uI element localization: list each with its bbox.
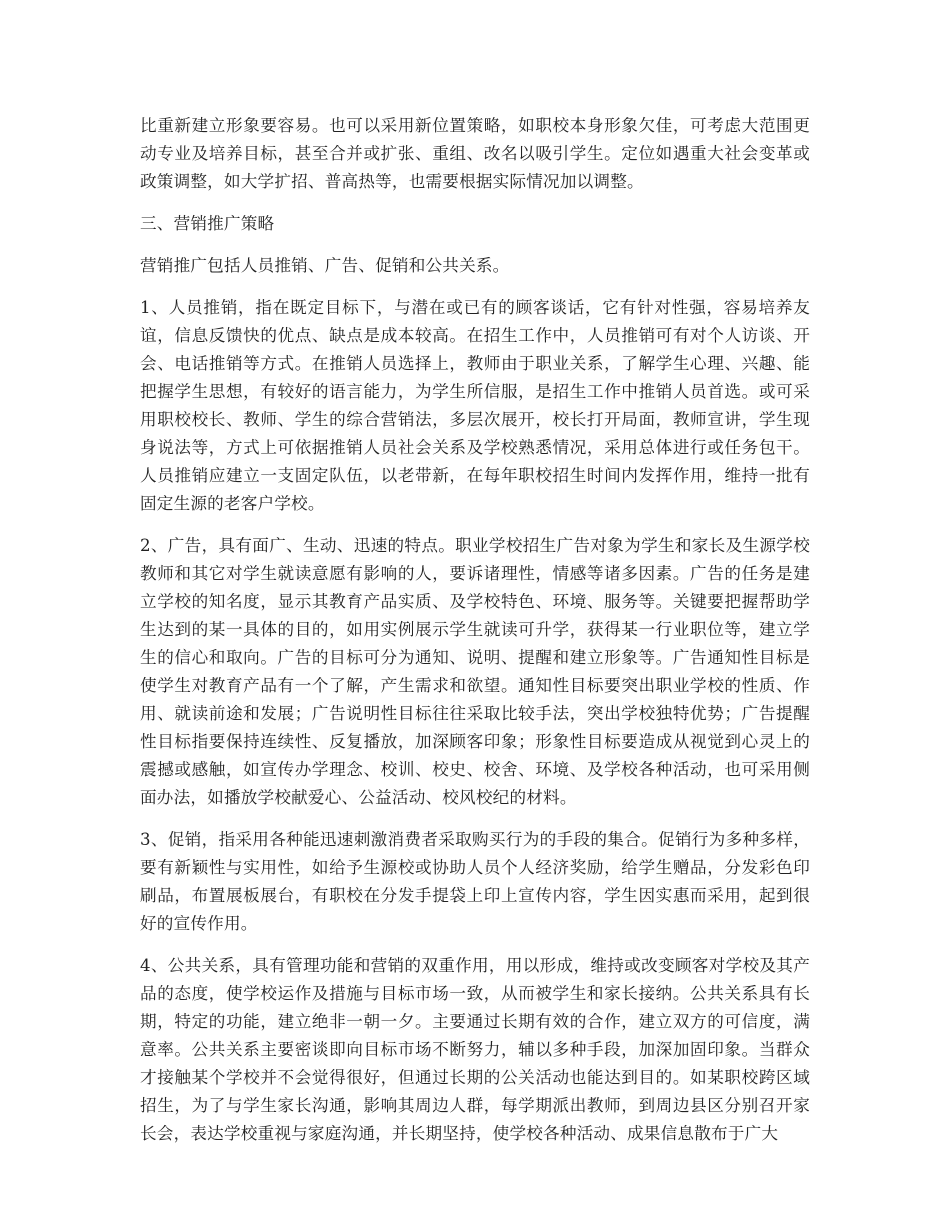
paragraph-public-relations: 4、公共关系，具有管理功能和营销的双重作用，用以形成，维持或改变顾客对学校及其产品的态度，使学校运作及措施与目标市场一致，从而被学生和家长接纳。公共关系具有长期，特定的功能，建立绝非一朝一夕。主要通过长期有效的合作，建立双方的可信度，满意率。公共关系主要密谈即向目标市场不断努力，辅以多种手段，加深加固印象。当群众才接触某个学校并不会觉得很好，但通过长期的公关活动也能达到目的。如某职校跨区域招生，为了与学生家长沟通，影响其周边人群，每学期派出教师，到周边县区分别召开家长会，表达学校重视与家庭沟通，并长期坚持，使学校各种活动、成果信息散布于广大 bbox=[140, 956, 810, 1143]
document-page bbox=[140, 112, 810, 1162]
section-heading-marketing-promotion: 三、营销推广策略 bbox=[140, 214, 275, 233]
paragraph-personal-selling: 1、人员推销，指在既定目标下，与潜在或已有的顾客谈话，它有针对性强，容易培养友谊，信息反馈快的优点、缺点是成本较高。在招生工作中，人员推销可有对个人访谈、开会、电话推销等方式。在推销人员选择上，教师由于职业关系，了解学生心理、兴趣、能把握学生思想，有较好的语言能力，为学生所信服，是招生工作中推销人员首选。或可采用职校校长、教师、学生的综合营销法，多层次展开，校长打开局面，教师宣讲，学生现身说法等，方式上可依据推销人员社会关系及学校熟悉情况，采用总体进行或任务包干。人员推销应建立一支固定队伍，以老带新，在每年职校招生时间内发挥作用，维持一批有固定生源的老客户学校。 bbox=[140, 298, 810, 513]
paragraph-continuation: 比重新建立形象要容易。也可以采用新位置策略，如职校本身形象欠佳，可考虑大范围更动专业及培养目标，甚至合并或扩张、重组、改名以吸引学生。定位如遇重大社会变革或政策调整，如大学扩招、普高热等，也需要根据实际情况加以调整。 bbox=[140, 116, 810, 191]
paragraph-advertising: 2、广告，具有面广、生动、迅速的特点。职业学校招生广告对象为学生和家长及生源学校教师和其它对学生就读意愿有影响的人，要诉诸理性，情感等诸多因素。广告的任务是建立学校的知名度，显示其教育产品实质、及学校特色、环境、服务等。关键要把握帮助学生达到的某一具体的目的，如用实例展示学生就读可升学，获得某一行业职位等，建立学生的信心和取向。广告的目标可分为通知、说明、提醒和建立形象等。广告通知性目标是使学生对教育产品有一个了解，产生需求和欲望。通知性目标要突出职业学校的性质、作用、就读前途和发展；广告说明性目标往往采取比较手法，突出学校独特优势；广告提醒性目标指要保持连续性、反复播放，加深顾客印象；形象性目标要造成从视觉到心灵上的震撼或感触，如宣传办学理念、校训、校史、校舍、环境、及学校各种活动，也可采用侧面办法，如播放学校献爱心、公益活动、校风校纪的材料。 bbox=[140, 536, 810, 807]
paragraph-promotion-overview: 营销推广包括人员推销、广告、促销和公共关系。 bbox=[140, 256, 510, 275]
paragraph-sales-promotion: 3、促销，指采用各种能迅速刺激消费者采取购买行为的手段的集合。促销行为多种多样，要有新颖性与实用性，如给予生源校或协助人员个人经济奖励，给学生赠品，分发彩色印刷品，布置展板展台，有职校在分发手提袋上印上宣传内容，学生因实惠而采用，起到很好的宣传作用。 bbox=[140, 830, 810, 933]
